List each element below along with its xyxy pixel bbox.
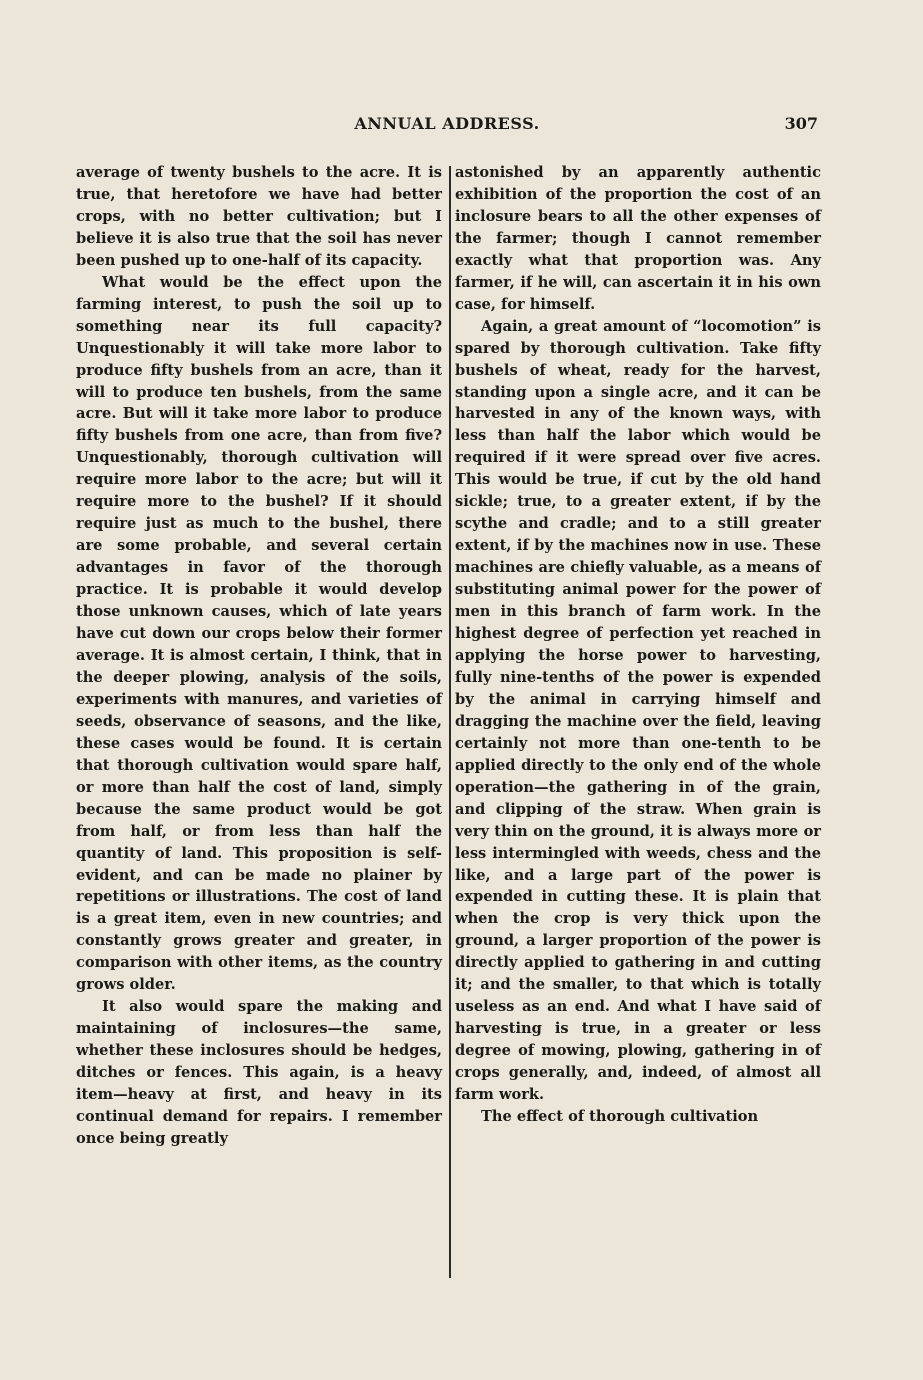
paragraph: Again, a great amount of “locomotion” is spared by thorough cultivation. Take fifty bushels of wheat, ready for the harvest, standing upon a single acre, and it can be harvested in any of the known ways, with less than half the labor which would be required if it were spread over five acres. This would be true, if cut by the old hand sickle; true, to a greater extent, if by the scythe and cradle; and to a still greater extent, if by the machines now in use. These machines are chiefly valuable, as a means of substituting animal power for the power of men in this branch of farm work. In the highest degree of perfection yet reached in applying the horse power to harvesting, fully nine-tenths of the power is expended by the animal in carrying himself and dragging the machine over the field, leaving certainly not more than one-tenth to be applied directly to the only end of the whole operation—the gathering in of the grain, and clipping of the straw. When grain is very thin on the ground, it is always more or less intermingled with weeds, chess and the like, and a large part of the power is expended in cutting these. It is plain that when the crop is very thick upon the ground, a larger proportion of the power is directly applied to gathering in and cutting it; and the smaller, to that which is totally useless as an end. And what I have said of harvesting is true, in a greater or less degree of mowing, plowing, gathering in of crops generally, and, indeed, of almost all farm work. bbox=[455, 317, 821, 1104]
paragraph: The effect of thorough cultivation bbox=[481, 1107, 759, 1125]
running-title: ANNUAL ADDRESS. bbox=[354, 114, 540, 133]
paragraph: average of twenty bushels to the acre. It is true, that heretofore we have had better crops, with no better cultivation; but I believe it is also true that the soil has never been pushed up to one-half of its capacity. bbox=[76, 164, 442, 269]
column-divider bbox=[449, 166, 451, 1278]
page-number: 307 bbox=[784, 114, 818, 133]
paragraph: What would be the effect upon the farming interest, to push the soil up to something near its full capacity? Unquestionably it will take more labor to produce fifty bushels from an acre, than it will to produce ten bushels, from the same acre. But will it take more labor to produce fifty bushels from one acre, than from five? Unquestionably, thorough cultivation will require more labor to the acre; but will it require more to the bushel? If it should require just as much to the bushel, there are some probable, and several certain advantages in favor of the thorough practice. It is probable it would develop those unknown causes, which of late years have cut down our crops below their former average. It is almost certain, I think, that in the deeper plowing, analysis of the soils, experiments with manures, and varieties of seeds, observance of seasons, and the like, these cases would be found. It is certain that thorough cultivation would spare half, or more than half the cost of land, simply because the same product would be got from half, or from less than half the quantity of land. This proposition is self-evident, and can be made no plainer by repetitions or illustrations. The cost of land is a great item, even in new countries; and constantly grows greater and greater, in comparison with other items, as the country grows older. bbox=[76, 273, 442, 994]
left-column bbox=[76, 162, 442, 1150]
right-column bbox=[455, 162, 821, 1128]
paragraph: astonished by an apparently authentic exhibition of the proportion the cost of an inclosure bears to all the other expenses of the farmer; though I cannot remember exactly what that proportion was. Any farmer, if he will, can ascertain it in his own case, for himself. bbox=[455, 164, 821, 313]
page-header bbox=[76, 114, 818, 138]
paragraph: It also would spare the making and maintaining of inclosures—the same, whether these inclosures should be hedges, ditches or fences. This again, is a heavy item—heavy at first, and heavy in its continual demand for repairs. I remember once being greatly bbox=[76, 998, 442, 1147]
